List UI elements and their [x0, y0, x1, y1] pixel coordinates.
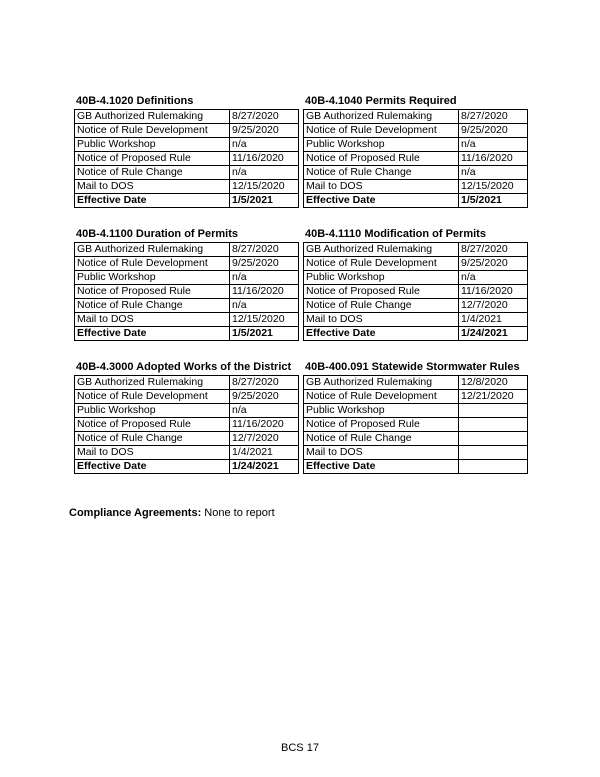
- rule-timeline-table: [74, 375, 299, 474]
- step-cell: GB Authorized Rulemaking: [304, 243, 459, 257]
- date-cell: 11/16/2020: [230, 285, 299, 299]
- date-cell: 12/7/2020: [230, 432, 299, 446]
- date-cell: n/a: [459, 271, 528, 285]
- date-cell: 1/5/2021: [459, 194, 528, 208]
- step-cell: Mail to DOS: [75, 313, 230, 327]
- table-row: [75, 390, 299, 404]
- step-cell: Mail to DOS: [75, 446, 230, 460]
- table-row: [75, 180, 299, 194]
- rule-block-40b-4-3000: [74, 361, 299, 474]
- table-row: [304, 152, 528, 166]
- rule-timeline-table: [303, 242, 528, 341]
- date-cell: 12/21/2020: [459, 390, 528, 404]
- table-row: [75, 446, 299, 460]
- table-row: [75, 376, 299, 390]
- table-row: [75, 257, 299, 271]
- rule-block-title: 40B-4.3000 Adopted Works of the District: [76, 361, 292, 373]
- date-cell: 9/25/2020: [230, 124, 299, 138]
- table-row: [75, 299, 299, 313]
- rule-block-40b-4-1110: [303, 228, 528, 341]
- step-cell: GB Authorized Rulemaking: [75, 243, 230, 257]
- step-cell: Public Workshop: [75, 271, 230, 285]
- step-cell: Mail to DOS: [304, 180, 459, 194]
- step-cell: Public Workshop: [304, 404, 459, 418]
- step-cell: Public Workshop: [304, 138, 459, 152]
- date-cell: [459, 446, 528, 460]
- table-row: [304, 110, 528, 124]
- date-cell: 12/15/2020: [459, 180, 528, 194]
- date-cell: n/a: [230, 299, 299, 313]
- table-row: [75, 152, 299, 166]
- table-row: [304, 124, 528, 138]
- rule-block-40b-400-091: [303, 361, 528, 474]
- date-cell: 11/16/2020: [459, 285, 528, 299]
- compliance-label: Compliance Agreements:: [69, 507, 202, 519]
- step-cell: Effective Date: [75, 327, 230, 341]
- date-cell: 1/24/2021: [230, 460, 299, 474]
- step-cell: Notice of Rule Development: [304, 124, 459, 138]
- date-cell: 8/27/2020: [230, 110, 299, 124]
- effective-date-row: [304, 327, 528, 341]
- table-row: [304, 390, 528, 404]
- step-cell: Notice of Rule Development: [304, 390, 459, 404]
- date-cell: [459, 404, 528, 418]
- date-cell: n/a: [230, 404, 299, 418]
- date-cell: 12/15/2020: [230, 180, 299, 194]
- step-cell: Effective Date: [304, 327, 459, 341]
- table-row: [304, 404, 528, 418]
- step-cell: Notice of Rule Development: [75, 124, 230, 138]
- table-row: [304, 285, 528, 299]
- date-cell: n/a: [459, 166, 528, 180]
- table-row: [75, 124, 299, 138]
- rule-block-title: 40B-4.1100 Duration of Permits: [76, 228, 239, 240]
- step-cell: Notice of Rule Development: [304, 257, 459, 271]
- step-cell: Mail to DOS: [304, 446, 459, 460]
- step-cell: Effective Date: [75, 194, 230, 208]
- step-cell: Effective Date: [75, 460, 230, 474]
- table-row: [75, 138, 299, 152]
- date-cell: 8/27/2020: [459, 243, 528, 257]
- date-cell: 12/7/2020: [459, 299, 528, 313]
- step-cell: Public Workshop: [75, 404, 230, 418]
- date-cell: n/a: [459, 138, 528, 152]
- compliance-agreements: [69, 506, 275, 520]
- step-cell: Notice of Proposed Rule: [304, 285, 459, 299]
- rule-block-40b-4-1100: [74, 228, 299, 341]
- table-row: [304, 299, 528, 313]
- step-cell: Notice of Rule Change: [304, 166, 459, 180]
- step-cell: Notice of Rule Change: [75, 166, 230, 180]
- rule-block-title: 40B-4.1020 Definitions: [76, 95, 194, 107]
- step-cell: Public Workshop: [75, 138, 230, 152]
- step-cell: Effective Date: [304, 460, 459, 474]
- date-cell: 1/5/2021: [230, 194, 299, 208]
- compliance-value: None to report: [201, 507, 275, 519]
- table-row: [75, 285, 299, 299]
- step-cell: Effective Date: [304, 194, 459, 208]
- rule-timeline-table: [74, 242, 299, 341]
- rule-timeline-table: [303, 375, 528, 474]
- table-row: [75, 243, 299, 257]
- date-cell: 9/25/2020: [459, 124, 528, 138]
- table-row: [304, 446, 528, 460]
- date-cell: n/a: [230, 138, 299, 152]
- step-cell: Notice of Rule Change: [304, 432, 459, 446]
- date-cell: 11/16/2020: [459, 152, 528, 166]
- effective-date-row: [304, 460, 528, 474]
- date-cell: 9/25/2020: [230, 390, 299, 404]
- date-cell: n/a: [230, 166, 299, 180]
- table-row: [75, 313, 299, 327]
- step-cell: Notice of Proposed Rule: [75, 418, 230, 432]
- step-cell: Notice of Proposed Rule: [75, 152, 230, 166]
- step-cell: Mail to DOS: [304, 313, 459, 327]
- table-row: [304, 271, 528, 285]
- date-cell: 1/4/2021: [459, 313, 528, 327]
- table-row: [304, 257, 528, 271]
- table-row: [75, 166, 299, 180]
- table-row: [304, 243, 528, 257]
- step-cell: GB Authorized Rulemaking: [304, 110, 459, 124]
- table-row: [304, 138, 528, 152]
- table-row: [304, 313, 528, 327]
- table-row: [304, 376, 528, 390]
- step-cell: Notice of Rule Change: [75, 299, 230, 313]
- date-cell: 1/5/2021: [230, 327, 299, 341]
- table-row: [304, 432, 528, 446]
- date-cell: 1/4/2021: [230, 446, 299, 460]
- date-cell: n/a: [230, 271, 299, 285]
- table-row: [75, 110, 299, 124]
- rule-block-40b-4-1020: [74, 95, 299, 208]
- step-cell: GB Authorized Rulemaking: [75, 110, 230, 124]
- step-cell: Notice of Rule Change: [75, 432, 230, 446]
- table-row: [75, 432, 299, 446]
- rule-block-title: 40B-4.1040 Permits Required: [305, 95, 457, 107]
- date-cell: 9/25/2020: [230, 257, 299, 271]
- date-cell: 12/8/2020: [459, 376, 528, 390]
- date-cell: [459, 432, 528, 446]
- table-row: [75, 404, 299, 418]
- table-row: [75, 271, 299, 285]
- rule-timeline-table: [303, 109, 528, 208]
- date-cell: 8/27/2020: [230, 376, 299, 390]
- rule-timeline-table: [74, 109, 299, 208]
- step-cell: Notice of Proposed Rule: [304, 418, 459, 432]
- step-cell: Mail to DOS: [75, 180, 230, 194]
- rule-block-40b-4-1040: [303, 95, 528, 208]
- date-cell: 1/24/2021: [459, 327, 528, 341]
- rule-block-title: 40B-400.091 Statewide Stormwater Rules: [305, 361, 520, 373]
- table-row: [304, 166, 528, 180]
- rule-block-title: 40B-4.1110 Modification of Permits: [305, 228, 486, 240]
- step-cell: Notice of Proposed Rule: [304, 152, 459, 166]
- step-cell: Notice of Rule Development: [75, 257, 230, 271]
- table-row: [75, 418, 299, 432]
- effective-date-row: [75, 194, 299, 208]
- date-cell: [459, 418, 528, 432]
- date-cell: 12/15/2020: [230, 313, 299, 327]
- page-number: BCS 17: [281, 742, 319, 754]
- date-cell: 11/16/2020: [230, 152, 299, 166]
- step-cell: GB Authorized Rulemaking: [75, 376, 230, 390]
- table-row: [304, 180, 528, 194]
- step-cell: Notice of Rule Development: [75, 390, 230, 404]
- effective-date-row: [75, 327, 299, 341]
- effective-date-row: [304, 194, 528, 208]
- date-cell: 8/27/2020: [459, 110, 528, 124]
- step-cell: Public Workshop: [304, 271, 459, 285]
- date-cell: 9/25/2020: [459, 257, 528, 271]
- table-row: [304, 418, 528, 432]
- effective-date-row: [75, 460, 299, 474]
- date-cell: [459, 460, 528, 474]
- step-cell: GB Authorized Rulemaking: [304, 376, 459, 390]
- step-cell: Notice of Proposed Rule: [75, 285, 230, 299]
- date-cell: 8/27/2020: [230, 243, 299, 257]
- date-cell: 11/16/2020: [230, 418, 299, 432]
- step-cell: Notice of Rule Change: [304, 299, 459, 313]
